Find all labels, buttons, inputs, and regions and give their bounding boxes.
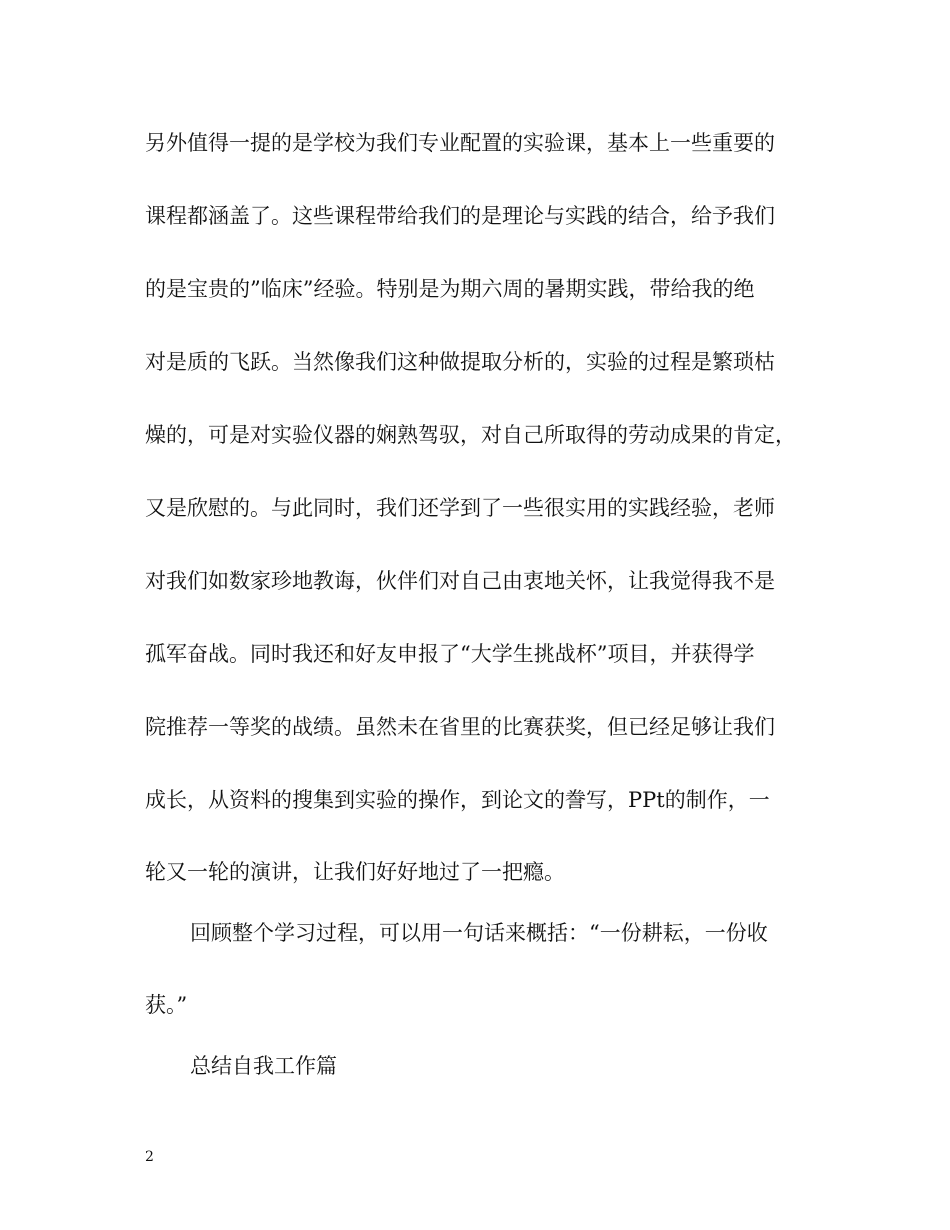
text-line: 的是宝贵的”临床”经验。特别是为期六周的暑期实践，带给我的绝 bbox=[145, 277, 755, 301]
text-line: 课程都涵盖了。这些课程带给我们的是理论与实践的结合，给予我们 bbox=[145, 204, 775, 228]
text-line: 对是质的飞跃。当然像我们这种做提取分析的，实验的过程是繁琐枯 bbox=[145, 350, 775, 374]
text-line: 又是欣慰的。与此同时，我们还学到了一些很实用的实践经验，老师 bbox=[145, 496, 775, 520]
paragraph-first-line: 回顾整个学习过程，可以用一句话来概括：“一份耕耘，一份收 bbox=[190, 921, 768, 945]
section-heading: 总结自我工作篇 bbox=[190, 1054, 337, 1078]
text-line: 孤军奋战。同时我还和好友申报了“大学生挑战杯”项目，并获得学 bbox=[145, 642, 755, 666]
text-line: 院推荐一等奖的战绩。虽然未在省里的比赛获奖，但已经足够让我们 bbox=[145, 715, 775, 739]
text-line: 轮又一轮的演讲，让我们好好地过了一把瘾。 bbox=[145, 860, 565, 884]
text-line: 燥的，可是对实验仪器的娴熟驾驭，对自己所取得的劳动成果的肯定， bbox=[145, 423, 796, 447]
text-line: 成长，从资料的搜集到实验的操作，到论文的誊写，PPt的制作，一 bbox=[145, 788, 770, 812]
text-line: 对我们如数家珍地教诲，伙伴们对自己由衷地关怀，让我觉得我不是 bbox=[145, 569, 775, 593]
page-number: 2 bbox=[145, 1149, 154, 1165]
text-line: 另外值得一提的是学校为我们专业配置的实验课，基本上一些重要的 bbox=[145, 131, 775, 155]
text-line: 获。” bbox=[145, 993, 188, 1017]
